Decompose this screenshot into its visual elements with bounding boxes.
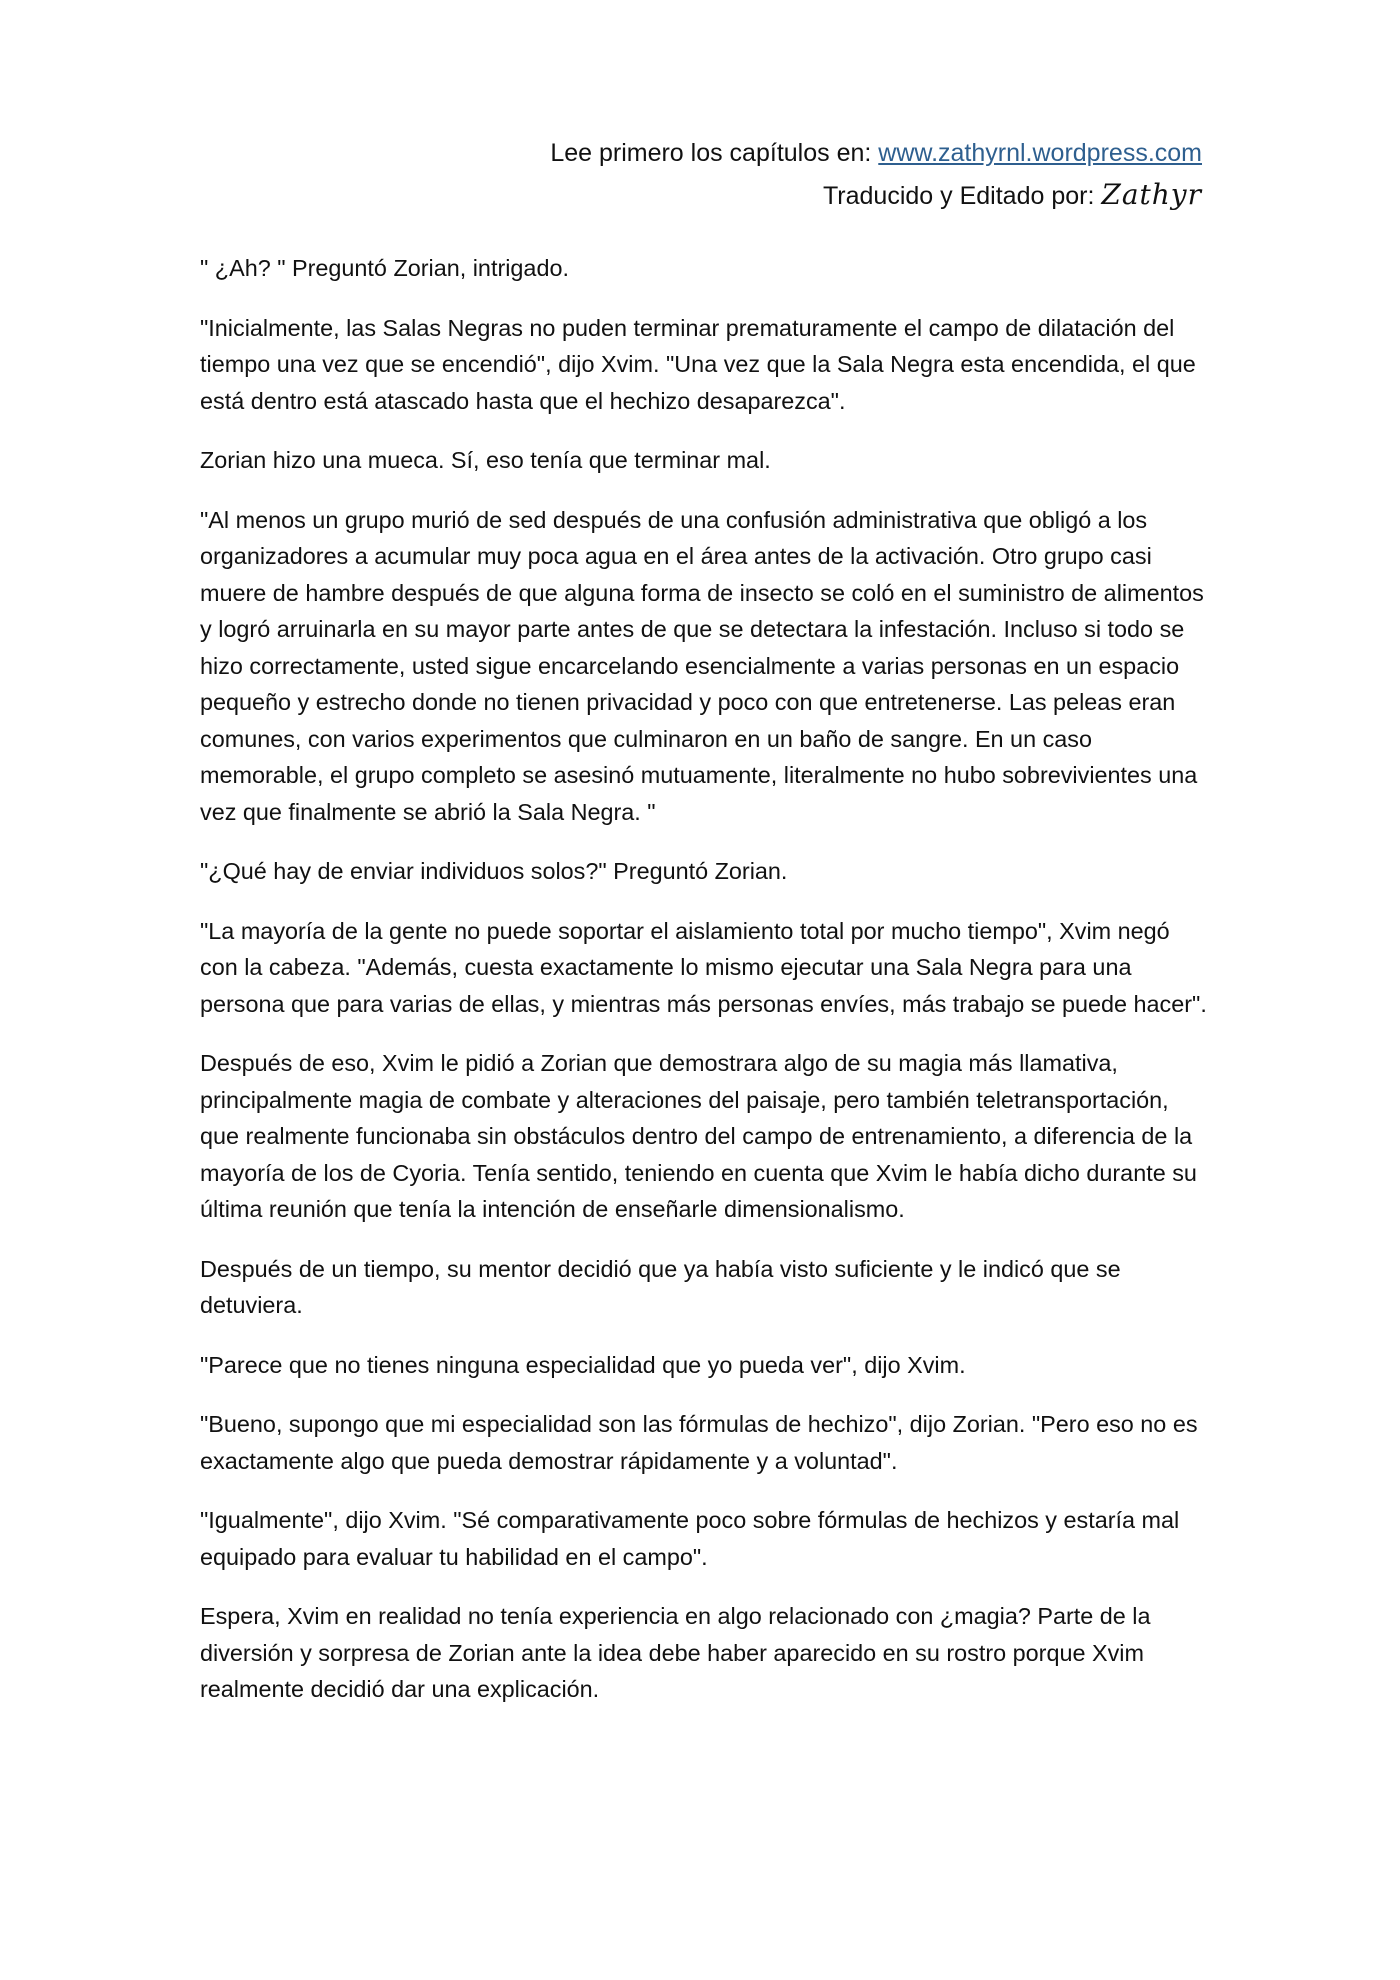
paragraph: "La mayoría de la gente no puede soportar el aislamiento total por mucho tiempo", Xvim negó con la cabeza. "Además, cuesta exactamente lo mismo ejecutar una Sala Negra para una persona que para varias de ellas, y mientras más personas envíes, más trabajo se puede hacer".: [200, 917, 1207, 1017]
credit-line: [550, 174, 1202, 217]
paragraph: "Inicialmente, las Salas Negras no puden terminar prematuramente el campo de dilatación del tiempo una vez que se encendió", dijo Xvim. "Una vez que la Sala Negra esta encendida, el que está dentro está atascado hasta que el hechizo desaparezca".: [200, 314, 1196, 414]
site-link[interactable]: www.zathyrnl.wordpress.com: [878, 139, 1202, 167]
paragraph: "¿Qué hay de enviar individuos solos?" Preguntó Zorian.: [200, 858, 788, 884]
page-header: [550, 132, 1202, 217]
document-body: [200, 250, 1210, 1731]
paragraph: Espera, Xvim en realidad no tenía experiencia en algo relacionado con ¿magia? Parte de la diversión y sorpresa de Zorian ante la idea debe haber aparecido en su rostro porque Xvim realmente decidió dar una explicación.: [200, 1603, 1151, 1702]
read-first-line: [550, 132, 1202, 174]
credit-label: Traducido y Editado por:: [822, 182, 1095, 210]
paragraph: " ¿Ah? " Preguntó Zorian, intrigado.: [200, 255, 569, 281]
paragraph: "Al menos un grupo murió de sed después de una confusión administrativa que obligó a los organizadores a acumular muy poca agua en el área antes de la activación. Otro grupo casi muere de hambre después de que alguna forma de insecto se coló en el suministro de alimentos y logró arruinarla en su mayor parte antes de que se detectara la infestación. Incluso si todo se hizo correctamente, usted sigue encarcelando esencialmente a varias personas en un espacio pequeño y estrecho donde no tienen privacidad y poco con que entretenerse. Las peleas eran comunes, con varios experimentos que culminaron en un baño de sangre. En un caso memorable, el grupo completo se asesinó mutuamente, literalmente no hubo sobrevivientes una vez que finalmente se abrió la Sala Negra. ": [200, 506, 1204, 825]
paragraph: Después de un tiempo, su mentor decidió que ya había visto suficiente y le indicó que se detuviera.: [200, 1255, 1121, 1318]
paragraph: Zorian hizo una mueca. Sí, eso tenía que terminar mal.: [200, 447, 771, 473]
paragraph: "Bueno, supongo que mi especialidad son las fórmulas de hechizo", dijo Zorian. "Pero eso no es exactamente algo que pueda demostrar rápidamente y a voluntad".: [200, 1411, 1198, 1474]
translator-name: Zathyr: [1101, 178, 1202, 211]
paragraph: "Parece que no tienes ninguna especialidad que yo pueda ver", dijo Xvim.: [200, 1351, 966, 1378]
read-first-label: Lee primero los capítulos en:: [550, 139, 872, 167]
paragraph: Después de eso, Xvim le pidió a Zorian que demostrara algo de su magia más llamativa, principalmente magia de combate y alteraciones del paisaje, pero también teletransportación, que realmente funcionaba sin obstáculos dentro del campo de entrenamiento, a diferencia de la mayoría de los de Cyoria. Tenía sentido, teniendo en cuenta que Xvim le había dicho durante su última reunión que tenía la intención de enseñarle dimensionalismo.: [200, 1050, 1197, 1222]
paragraph: "Igualmente", dijo Xvim. "Sé comparativamente poco sobre fórmulas de hechizos y estaría mal equipado para evaluar tu habilidad en el campo".: [200, 1507, 1180, 1570]
